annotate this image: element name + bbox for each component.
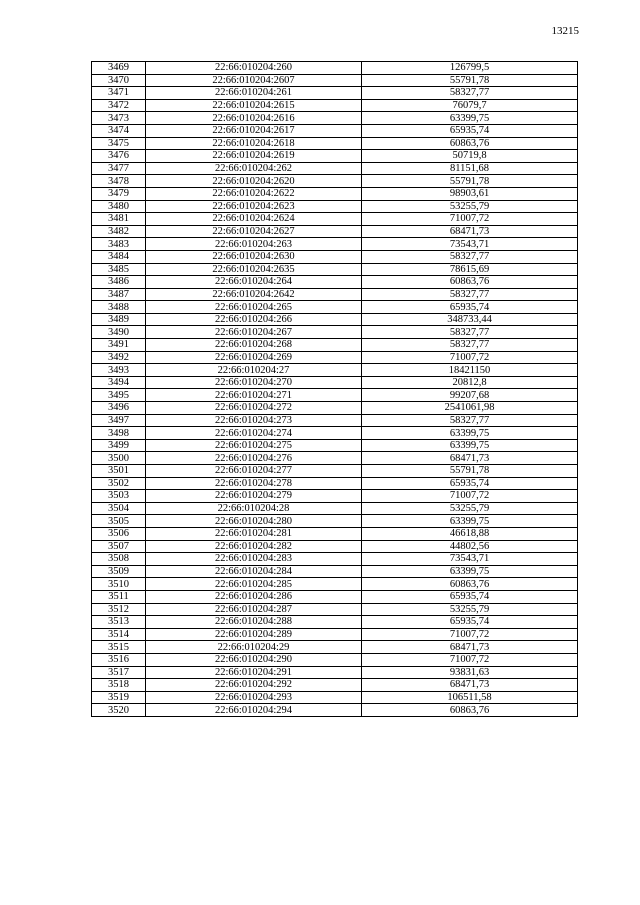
table-row	[92, 112, 578, 125]
cadastral-number-cell: 22:66:010204:27	[146, 364, 362, 377]
value-cell: 65935,74	[362, 477, 578, 490]
row-number-cell: 3501	[92, 465, 146, 478]
row-number-cell: 3518	[92, 679, 146, 692]
row-number-cell: 3495	[92, 389, 146, 402]
cadastral-number-cell: 22:66:010204:2618	[146, 137, 362, 150]
cadastral-number-cell: 22:66:010204:288	[146, 616, 362, 629]
row-number-cell: 3478	[92, 175, 146, 188]
table-row	[92, 616, 578, 629]
row-number-cell: 3502	[92, 477, 146, 490]
cadastral-number-cell: 22:66:010204:28	[146, 502, 362, 515]
cadastral-number-cell: 22:66:010204:281	[146, 527, 362, 540]
table-row	[92, 339, 578, 352]
table-row	[92, 565, 578, 578]
value-cell: 60863,76	[362, 137, 578, 150]
row-number-cell: 3476	[92, 150, 146, 163]
cadastral-number-cell: 22:66:010204:291	[146, 666, 362, 679]
value-cell: 106511,58	[362, 691, 578, 704]
row-number-cell: 3520	[92, 704, 146, 717]
row-number-cell: 3481	[92, 213, 146, 226]
table-row	[92, 250, 578, 263]
table-row	[92, 553, 578, 566]
table-row	[92, 578, 578, 591]
row-number-cell: 3488	[92, 301, 146, 314]
value-cell: 18421150	[362, 364, 578, 377]
table-row	[92, 276, 578, 289]
value-cell: 63399,75	[362, 427, 578, 440]
table-row	[92, 704, 578, 717]
row-number-cell: 3485	[92, 263, 146, 276]
cadastral-number-cell: 22:66:010204:271	[146, 389, 362, 402]
table-row	[92, 62, 578, 75]
table-row	[92, 389, 578, 402]
value-cell: 65935,74	[362, 616, 578, 629]
row-number-cell: 3508	[92, 553, 146, 566]
value-cell: 65935,74	[362, 301, 578, 314]
table-row	[92, 679, 578, 692]
value-cell: 63399,75	[362, 112, 578, 125]
row-number-cell: 3471	[92, 87, 146, 100]
table-row	[92, 99, 578, 112]
row-number-cell: 3497	[92, 414, 146, 427]
cadastral-number-cell: 22:66:010204:2642	[146, 288, 362, 301]
value-cell: 68471,73	[362, 641, 578, 654]
value-cell: 93831,63	[362, 666, 578, 679]
cadastral-number-cell: 22:66:010204:2617	[146, 124, 362, 137]
value-cell: 60863,76	[362, 276, 578, 289]
cadastral-number-cell: 22:66:010204:286	[146, 590, 362, 603]
table-row	[92, 628, 578, 641]
row-number-cell: 3487	[92, 288, 146, 301]
cadastral-number-cell: 22:66:010204:275	[146, 439, 362, 452]
table-row	[92, 527, 578, 540]
row-number-cell: 3516	[92, 653, 146, 666]
value-cell: 73543,71	[362, 238, 578, 251]
value-cell: 58327,77	[362, 250, 578, 263]
cadastral-number-cell: 22:66:010204:277	[146, 465, 362, 478]
cadastral-number-cell: 22:66:010204:285	[146, 578, 362, 591]
row-number-cell: 3499	[92, 439, 146, 452]
row-number-cell: 3483	[92, 238, 146, 251]
cadastral-number-cell: 22:66:010204:263	[146, 238, 362, 251]
value-cell: 71007,72	[362, 490, 578, 503]
cadastral-number-cell: 22:66:010204:2630	[146, 250, 362, 263]
value-cell: 55791,78	[362, 465, 578, 478]
value-cell: 55791,78	[362, 74, 578, 87]
cadastral-number-cell: 22:66:010204:276	[146, 452, 362, 465]
value-cell: 76079,7	[362, 99, 578, 112]
value-cell: 348733,44	[362, 313, 578, 326]
value-cell: 73543,71	[362, 553, 578, 566]
cadastral-number-cell: 22:66:010204:293	[146, 691, 362, 704]
value-cell: 58327,77	[362, 288, 578, 301]
value-cell: 60863,76	[362, 578, 578, 591]
cadastral-number-cell: 22:66:010204:262	[146, 162, 362, 175]
table-row	[92, 137, 578, 150]
table-row	[92, 326, 578, 339]
table-row	[92, 351, 578, 364]
cadastral-number-cell: 22:66:010204:292	[146, 679, 362, 692]
row-number-cell: 3494	[92, 376, 146, 389]
value-cell: 63399,75	[362, 515, 578, 528]
cadastral-number-cell: 22:66:010204:279	[146, 490, 362, 503]
row-number-cell: 3512	[92, 603, 146, 616]
cadastral-number-cell: 22:66:010204:273	[146, 414, 362, 427]
row-number-cell: 3510	[92, 578, 146, 591]
row-number-cell: 3517	[92, 666, 146, 679]
table-row	[92, 666, 578, 679]
cadastral-number-cell: 22:66:010204:294	[146, 704, 362, 717]
cadastral-number-cell: 22:66:010204:284	[146, 565, 362, 578]
value-cell: 46618,88	[362, 527, 578, 540]
table-row	[92, 490, 578, 503]
cadastral-number-cell: 22:66:010204:282	[146, 540, 362, 553]
cadastral-number-cell: 22:66:010204:287	[146, 603, 362, 616]
table-row	[92, 452, 578, 465]
cadastral-number-cell: 22:66:010204:272	[146, 402, 362, 415]
table-row	[92, 150, 578, 163]
row-number-cell: 3492	[92, 351, 146, 364]
cadastral-number-cell: 22:66:010204:269	[146, 351, 362, 364]
cadastral-number-cell: 22:66:010204:2627	[146, 225, 362, 238]
table-body	[92, 62, 578, 717]
cadastral-number-cell: 22:66:010204:260	[146, 62, 362, 75]
value-cell: 71007,72	[362, 213, 578, 226]
value-cell: 53255,79	[362, 502, 578, 515]
value-cell: 58327,77	[362, 414, 578, 427]
table-row	[92, 477, 578, 490]
table-row	[92, 603, 578, 616]
value-cell: 71007,72	[362, 653, 578, 666]
value-cell: 58327,77	[362, 339, 578, 352]
table-row	[92, 427, 578, 440]
cadastral-number-cell: 22:66:010204:2635	[146, 263, 362, 276]
row-number-cell: 3484	[92, 250, 146, 263]
table-row	[92, 653, 578, 666]
row-number-cell: 3469	[92, 62, 146, 75]
cadastral-number-cell: 22:66:010204:278	[146, 477, 362, 490]
cadastral-number-cell: 22:66:010204:2615	[146, 99, 362, 112]
row-number-cell: 3504	[92, 502, 146, 515]
cadastral-number-cell: 22:66:010204:2619	[146, 150, 362, 163]
row-number-cell: 3474	[92, 124, 146, 137]
cadastral-number-cell: 22:66:010204:283	[146, 553, 362, 566]
value-cell: 78615,69	[362, 263, 578, 276]
row-number-cell: 3475	[92, 137, 146, 150]
table-row	[92, 641, 578, 654]
table-row	[92, 74, 578, 87]
row-number-cell: 3477	[92, 162, 146, 175]
value-cell: 126799,5	[362, 62, 578, 75]
row-number-cell: 3480	[92, 200, 146, 213]
cadastral-number-cell: 22:66:010204:280	[146, 515, 362, 528]
value-cell: 98903,61	[362, 187, 578, 200]
value-cell: 53255,79	[362, 200, 578, 213]
table-row	[92, 213, 578, 226]
table-row	[92, 87, 578, 100]
value-cell: 53255,79	[362, 603, 578, 616]
value-cell: 58327,77	[362, 87, 578, 100]
value-cell: 71007,72	[362, 628, 578, 641]
row-number-cell: 3500	[92, 452, 146, 465]
row-number-cell: 3486	[92, 276, 146, 289]
row-number-cell: 3490	[92, 326, 146, 339]
value-cell: 63399,75	[362, 439, 578, 452]
value-cell: 58327,77	[362, 326, 578, 339]
cadastral-number-cell: 22:66:010204:2620	[146, 175, 362, 188]
cadastral-number-cell: 22:66:010204:2607	[146, 74, 362, 87]
value-cell: 60863,76	[362, 704, 578, 717]
cadastral-number-cell: 22:66:010204:2622	[146, 187, 362, 200]
page-number: 13215	[551, 25, 579, 37]
row-number-cell: 3496	[92, 402, 146, 415]
row-number-cell: 3519	[92, 691, 146, 704]
table-row	[92, 200, 578, 213]
value-cell: 63399,75	[362, 565, 578, 578]
table-row	[92, 540, 578, 553]
value-cell: 68471,73	[362, 452, 578, 465]
value-cell: 2541061,98	[362, 402, 578, 415]
cadastral-number-cell: 22:66:010204:2623	[146, 200, 362, 213]
value-cell: 71007,72	[362, 351, 578, 364]
cadastral-number-cell: 22:66:010204:261	[146, 87, 362, 100]
table-row	[92, 691, 578, 704]
row-number-cell: 3503	[92, 490, 146, 503]
row-number-cell: 3470	[92, 74, 146, 87]
row-number-cell: 3506	[92, 527, 146, 540]
value-cell: 68471,73	[362, 225, 578, 238]
row-number-cell: 3511	[92, 590, 146, 603]
cadastral-number-cell: 22:66:010204:268	[146, 339, 362, 352]
row-number-cell: 3505	[92, 515, 146, 528]
cadastral-number-cell: 22:66:010204:264	[146, 276, 362, 289]
table-row	[92, 313, 578, 326]
row-number-cell: 3489	[92, 313, 146, 326]
row-number-cell: 3491	[92, 339, 146, 352]
table-row	[92, 376, 578, 389]
cadastral-number-cell: 22:66:010204:2616	[146, 112, 362, 125]
row-number-cell: 3514	[92, 628, 146, 641]
cadastral-number-cell: 22:66:010204:290	[146, 653, 362, 666]
table-row	[92, 502, 578, 515]
cadastral-number-cell: 22:66:010204:274	[146, 427, 362, 440]
value-cell: 65935,74	[362, 124, 578, 137]
cadastral-number-cell: 22:66:010204:289	[146, 628, 362, 641]
table-row	[92, 175, 578, 188]
cadastral-number-cell: 22:66:010204:29	[146, 641, 362, 654]
table-row	[92, 515, 578, 528]
row-number-cell: 3509	[92, 565, 146, 578]
cadastral-number-cell: 22:66:010204:266	[146, 313, 362, 326]
table-row	[92, 238, 578, 251]
row-number-cell: 3498	[92, 427, 146, 440]
table-row	[92, 364, 578, 377]
table-row	[92, 465, 578, 478]
table-row	[92, 590, 578, 603]
value-cell: 99207,68	[362, 389, 578, 402]
row-number-cell: 3515	[92, 641, 146, 654]
row-number-cell: 3473	[92, 112, 146, 125]
value-cell: 81151,68	[362, 162, 578, 175]
cadastral-number-cell: 22:66:010204:265	[146, 301, 362, 314]
table-row	[92, 402, 578, 415]
row-number-cell: 3507	[92, 540, 146, 553]
cadastral-number-cell: 22:66:010204:267	[146, 326, 362, 339]
table-row	[92, 288, 578, 301]
table-row	[92, 414, 578, 427]
value-cell: 68471,73	[362, 679, 578, 692]
table-row	[92, 162, 578, 175]
table-row	[92, 124, 578, 137]
value-cell: 50719,8	[362, 150, 578, 163]
table-row	[92, 187, 578, 200]
cadastral-number-cell: 22:66:010204:270	[146, 376, 362, 389]
row-number-cell: 3513	[92, 616, 146, 629]
value-cell: 44802,56	[362, 540, 578, 553]
row-number-cell: 3493	[92, 364, 146, 377]
table-row	[92, 439, 578, 452]
row-number-cell: 3482	[92, 225, 146, 238]
row-number-cell: 3472	[92, 99, 146, 112]
row-number-cell: 3479	[92, 187, 146, 200]
cadastral-value-table	[91, 61, 578, 717]
value-cell: 20812,8	[362, 376, 578, 389]
cadastral-number-cell: 22:66:010204:2624	[146, 213, 362, 226]
table-row	[92, 225, 578, 238]
table-row	[92, 263, 578, 276]
value-cell: 55791,78	[362, 175, 578, 188]
table-row	[92, 301, 578, 314]
value-cell: 65935,74	[362, 590, 578, 603]
